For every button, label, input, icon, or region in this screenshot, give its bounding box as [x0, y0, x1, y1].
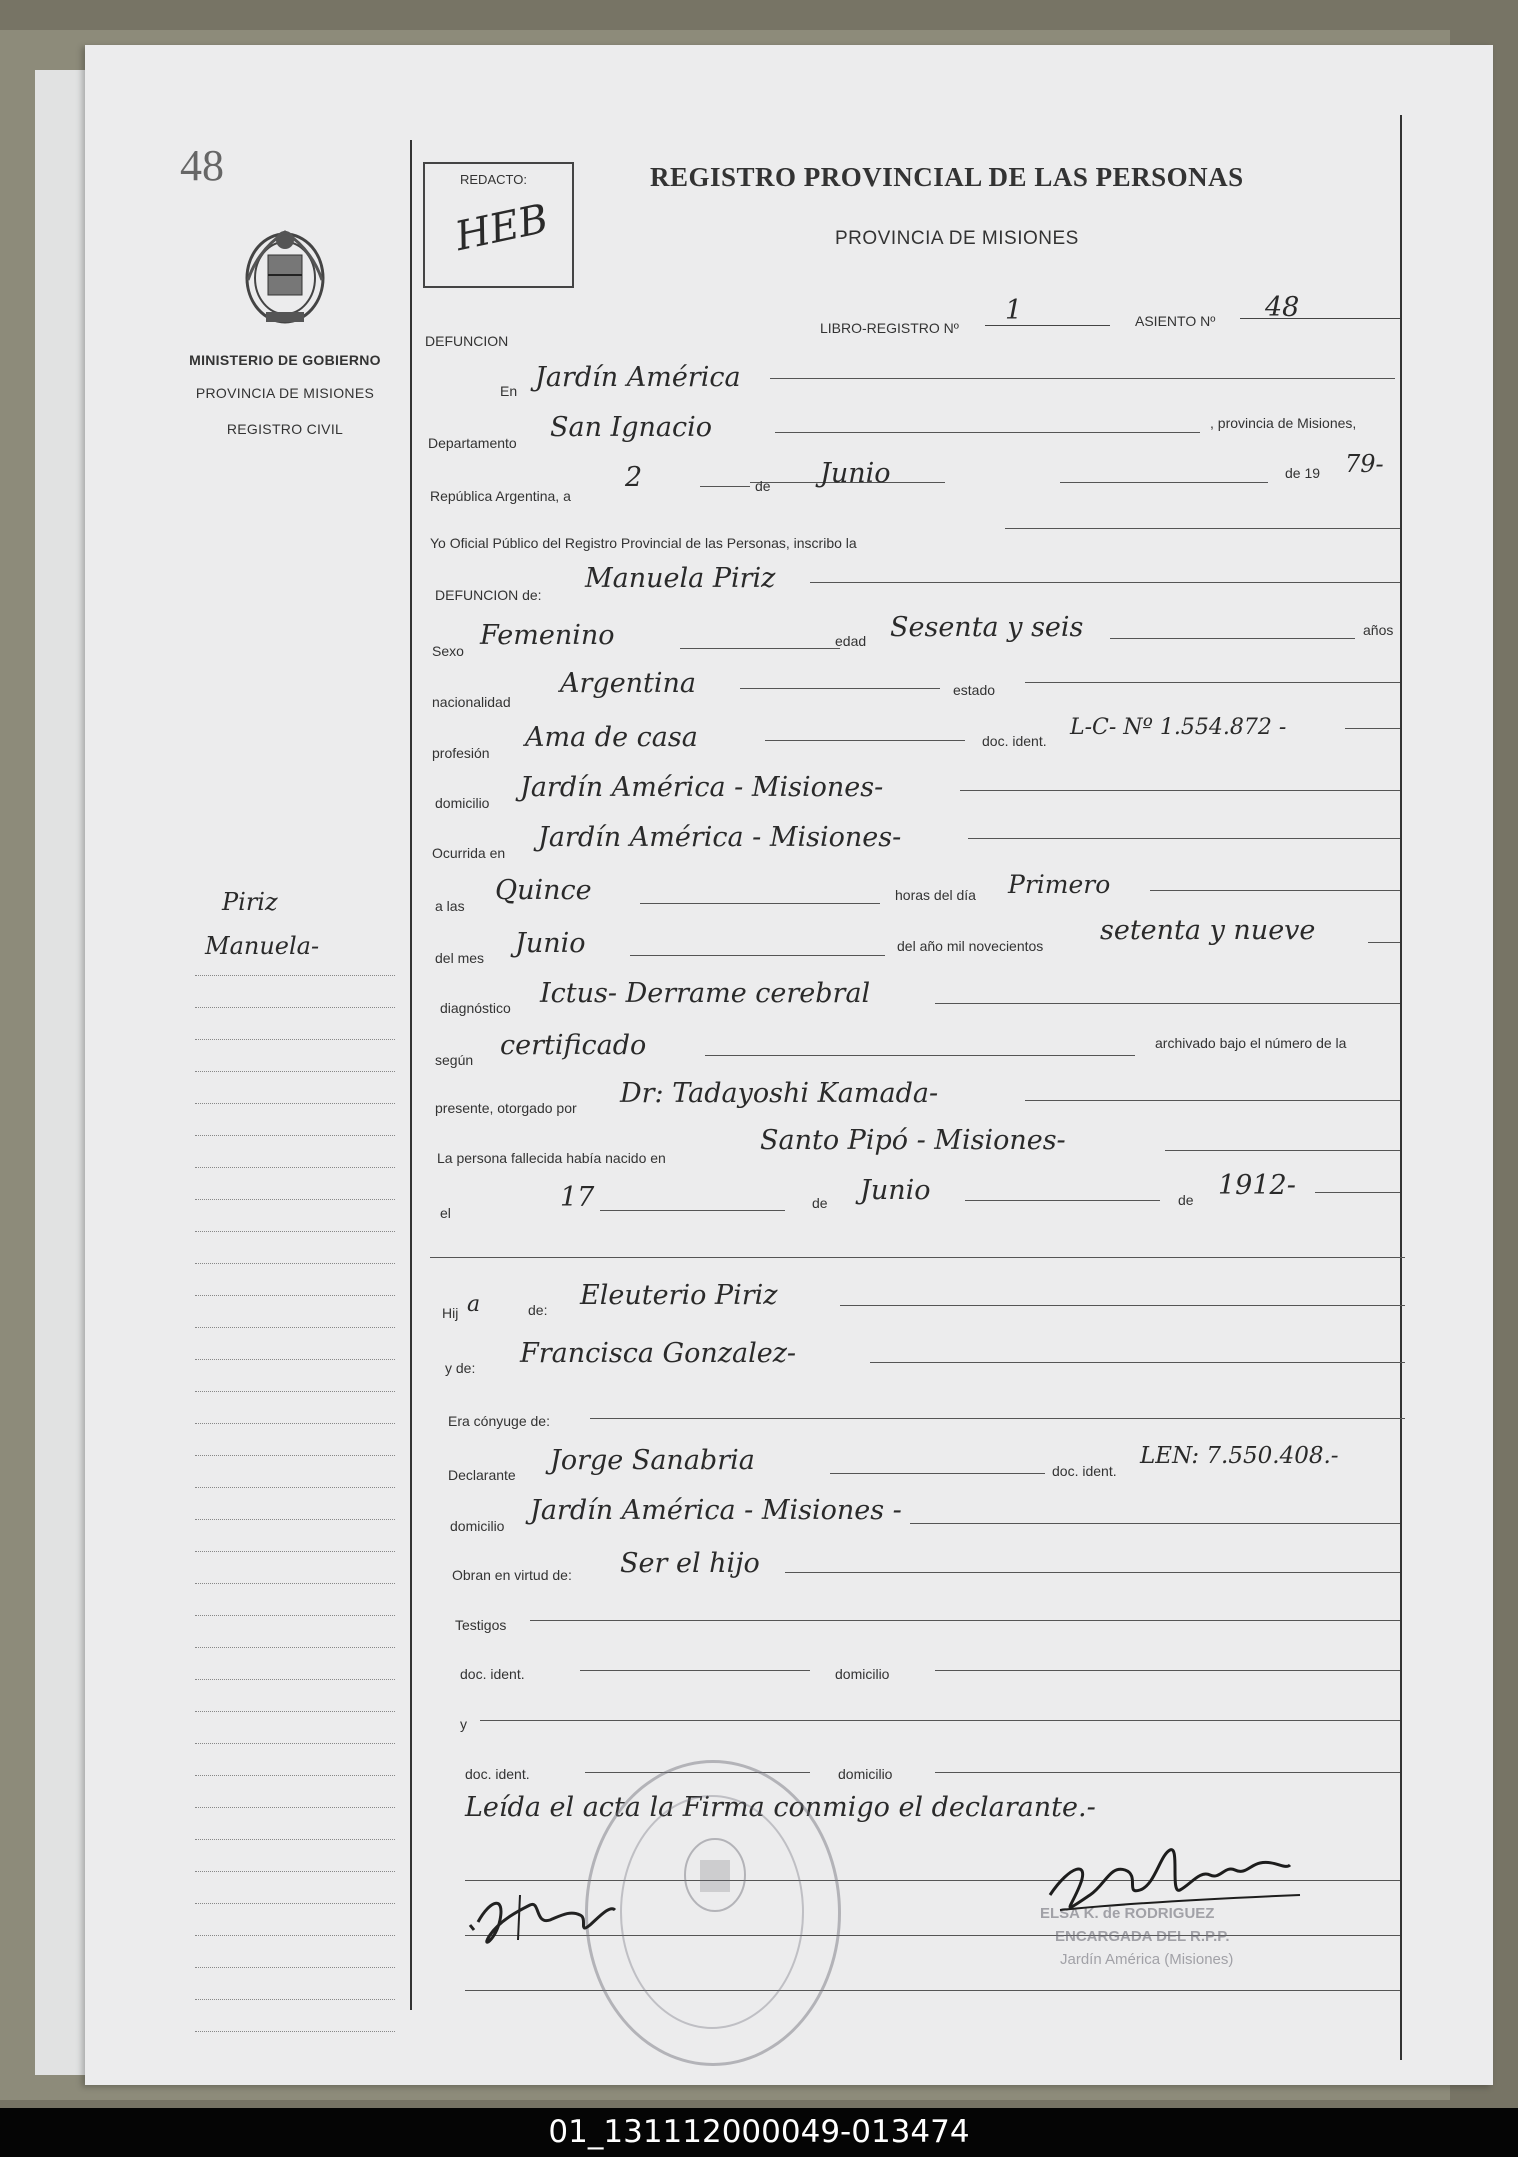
decl-domicilio-label: domicilio [450, 1518, 505, 1534]
margin-dotted-line [195, 1519, 395, 1520]
form-underline [1165, 1150, 1400, 1151]
en-value: Jardín América [535, 362, 741, 393]
margin-dotted-line [195, 1615, 395, 1616]
departamento-value: San Ignacio [550, 412, 713, 443]
testigo2-doc-label: doc. ident. [465, 1766, 530, 1782]
segun-value: certificado [500, 1030, 647, 1061]
margin-dotted-line [195, 1199, 395, 1200]
margin-note-surname: Piriz [222, 888, 278, 916]
decl-domicilio-value: Jardín América - Misiones - [530, 1495, 902, 1526]
margin-dotted-line [195, 1711, 395, 1712]
form-underline [935, 1772, 1400, 1773]
footer-image-id: 01_131112000049-013474 [0, 2108, 1518, 2157]
form-underline [935, 1670, 1400, 1671]
el-label: el [440, 1205, 451, 1221]
form-underline [590, 1418, 1405, 1419]
registry-label: REGISTRO CIVIL [226, 421, 344, 437]
birth-year-value: 1912- [1218, 1170, 1296, 1201]
decl-doc-value: LEN: 7.550.408.- [1140, 1443, 1339, 1469]
margin-dotted-line [195, 1487, 395, 1488]
doc-ident-label: doc. ident. [982, 733, 1047, 749]
ministry-label: MINISTERIO DE GOBIERNO [189, 352, 381, 368]
libro-line [985, 325, 1110, 326]
form-underline [960, 790, 1400, 791]
registry-subtitle: PROVINCIA DE MISIONES [835, 228, 1079, 249]
form-underline [600, 1210, 785, 1211]
decl-doc-label: doc. ident. [1052, 1463, 1117, 1479]
form-underline [530, 1620, 1400, 1621]
doc-ident-value: L-C- Nº 1.554.872 - [1070, 715, 1287, 740]
form-underline [580, 1670, 810, 1671]
form-underline [810, 582, 1400, 583]
margin-dotted-line [195, 1455, 395, 1456]
registry-title: REGISTRO PROVINCIAL DE LAS PERSONAS [650, 162, 1244, 192]
form-underline [1345, 728, 1400, 729]
margin-dotted-line [195, 1263, 395, 1264]
libro-label: LIBRO-REGISTRO Nº [820, 320, 959, 336]
sexo-label: Sexo [432, 643, 464, 659]
presente-label: presente, otorgado por [435, 1100, 577, 1116]
day-value: 2 [625, 462, 643, 493]
margin-dotted-line [195, 1167, 395, 1168]
anos-label: años [1363, 622, 1394, 638]
nacionalidad-value: Argentina [560, 668, 697, 699]
seal-emblem-icon [680, 1835, 750, 1915]
margin-dotted-line [195, 1231, 395, 1232]
form-underline [968, 838, 1400, 839]
left-frame-line [410, 140, 412, 2010]
stamp-line1: ELSA K. de RODRIGUEZ [1040, 1905, 1215, 1922]
defuncion-de-value: Manuela Piriz [585, 563, 776, 594]
form-underline [700, 486, 750, 487]
libro-value: 1 [1005, 295, 1023, 326]
margin-dotted-line [195, 1295, 395, 1296]
coat-of-arms-icon [238, 220, 333, 332]
margin-dotted-line [195, 2031, 395, 2032]
asiento-value: 48 [1265, 292, 1300, 323]
nacido-label: La persona fallecida había nacido en [437, 1150, 666, 1166]
form-underline [935, 1003, 1400, 1004]
conyuge-label: Era cónyuge de: [448, 1413, 550, 1429]
provincia-label: , provincia de Misiones, [1210, 415, 1357, 431]
province-label: PROVINCIA DE MISIONES [195, 385, 375, 401]
sexo-value: Femenino [480, 620, 615, 651]
asiento-label: ASIENTO Nº [1135, 313, 1216, 329]
margin-dotted-line [195, 1999, 395, 2000]
de2-label: de [812, 1195, 828, 1211]
ocurrida-value: Jardín América - Misiones- [538, 822, 902, 853]
domicilio-label: domicilio [435, 795, 490, 811]
departamento-label: Departamento [428, 435, 517, 451]
horas-value: Primero [1008, 870, 1111, 899]
redacto-label: REDACTO: [460, 172, 527, 187]
month-value: Junio [820, 458, 891, 489]
mother-value: Francisca Gonzalez- [520, 1338, 797, 1369]
margin-dotted-line [195, 1583, 395, 1584]
margin-dotted-line [195, 1551, 395, 1552]
document-page [85, 45, 1493, 2085]
del-mes-label: del mes [435, 950, 485, 966]
form-underline [910, 1523, 1400, 1524]
presente-value: Dr: Tadayoshi Kamada- [620, 1078, 939, 1109]
year-value: 79- [1345, 450, 1384, 478]
de1-label: de [755, 478, 771, 494]
margin-note-name: Manuela- [205, 932, 320, 960]
margin-dotted-line [195, 1103, 395, 1104]
archivado-label: archivado bajo el número de la [1155, 1035, 1347, 1051]
asiento-line [1240, 318, 1400, 319]
margin-dotted-line [195, 1743, 395, 1744]
nacido-value: Santo Pipó - Misiones- [760, 1125, 1066, 1156]
el-value: 17 [560, 1182, 595, 1213]
y-label: y [460, 1716, 467, 1732]
testigos-label: Testigos [455, 1617, 507, 1633]
diagnostico-label: diagnóstico [440, 1000, 511, 1016]
form-underline [1110, 638, 1355, 639]
del-mes-value: Junio [515, 928, 586, 959]
hij-suffix: a [467, 1292, 481, 1317]
testigo2-domicilio-label: domicilio [838, 1766, 893, 1782]
form-underline [480, 1720, 1400, 1721]
form-underline [785, 1572, 1400, 1573]
father-value: Eleuterio Piriz [580, 1280, 778, 1311]
form-underline [840, 1305, 1405, 1306]
form-underline [680, 648, 840, 649]
defuncion-de-label: DEFUNCION de: [435, 587, 542, 603]
declarante-label: Declarante [448, 1467, 516, 1483]
republica-label: República Argentina, a [430, 488, 571, 504]
declarante-value: Jorge Sanabria [550, 1445, 755, 1476]
margin-dotted-line [195, 1135, 395, 1136]
del-ano-value: setenta y nueve [1100, 915, 1316, 946]
margin-dotted-line [195, 1007, 395, 1008]
redacto-value: HEB [451, 195, 553, 261]
declarant-signature [460, 1880, 630, 1960]
form-underline [1005, 528, 1400, 529]
margin-dotted-line [195, 1071, 395, 1072]
form-underline [830, 1473, 1045, 1474]
margin-dotted-line [195, 1775, 395, 1776]
form-underline [640, 903, 880, 904]
domicilio-value: Jardín América - Misiones- [520, 772, 884, 803]
obran-value: Ser el hijo [620, 1548, 760, 1579]
form-underline [1025, 682, 1400, 683]
page-number: 48 [180, 141, 224, 190]
margin-dotted-line [195, 1391, 395, 1392]
testigo-domicilio-label: domicilio [835, 1666, 890, 1682]
form-underline [740, 688, 940, 689]
edad-value: Sesenta y seis [890, 612, 1084, 643]
defuncion-header-label: DEFUNCION [425, 333, 509, 349]
margin-dotted-line [195, 1359, 395, 1360]
margin-dotted-line [195, 1039, 395, 1040]
hij-de-label: de: [528, 1302, 548, 1318]
closing-statement: Leída el acta la Firma conmigo el declarante.- [465, 1792, 1096, 1823]
form-underline [1368, 942, 1400, 943]
a-las-label: a las [435, 898, 465, 914]
form-underline [430, 1257, 1405, 1258]
margin-dotted-line [195, 975, 395, 976]
de3-label: de [1178, 1192, 1194, 1208]
segun-label: según [435, 1052, 474, 1068]
testigo-doc-label: doc. ident. [460, 1666, 525, 1682]
diagnostico-value: Ictus- Derrame cerebral [540, 978, 871, 1009]
form-underline [765, 740, 965, 741]
nacionalidad-label: nacionalidad [432, 694, 511, 710]
margin-dotted-line [195, 1647, 395, 1648]
obran-label: Obran en virtud de: [452, 1567, 572, 1583]
en-label: En [500, 383, 518, 399]
form-underline [1060, 482, 1268, 483]
hij-label: Hij [442, 1305, 459, 1321]
margin-dotted-line [195, 1967, 395, 1968]
form-underline [705, 1055, 1135, 1056]
form-underline [965, 1200, 1160, 1201]
margin-dotted-line [195, 1871, 395, 1872]
stamp-line2: ENCARGADA DEL R.P.P. [1055, 1928, 1230, 1945]
oficial-text: Yo Oficial Público del Registro Provincial de las Personas, inscribo la [430, 535, 857, 551]
margin-dotted-line [195, 1327, 395, 1328]
de19-label: de 19 [1285, 465, 1321, 481]
form-underline [1315, 1192, 1400, 1193]
profesion-value: Ama de casa [525, 722, 698, 753]
profesion-label: profesión [432, 745, 490, 761]
birth-month-value: Junio [860, 1175, 931, 1206]
official-signature [1030, 1835, 1310, 1945]
edad-label: edad [835, 633, 867, 649]
form-underline [1025, 1100, 1400, 1101]
del-ano-label: del año mil novecientos [897, 938, 1044, 954]
margin-dotted-line [195, 1839, 395, 1840]
stamp-line3: Jardín América (Misiones) [1060, 1951, 1234, 1968]
margin-dotted-line [195, 1903, 395, 1904]
y-de-label: y de: [445, 1360, 476, 1376]
margin-dotted-line [195, 1423, 395, 1424]
margin-dotted-line [195, 1807, 395, 1808]
form-underline [630, 955, 885, 956]
form-underline [870, 1362, 1405, 1363]
a-las-value: Quince [495, 875, 592, 906]
form-underline [770, 378, 1395, 379]
form-underline [1150, 890, 1400, 891]
right-frame-line [1400, 115, 1402, 2060]
margin-dotted-line [195, 1935, 395, 1936]
margin-dotted-line [195, 1679, 395, 1680]
form-underline [775, 432, 1200, 433]
ocurrida-label: Ocurrida en [432, 845, 506, 861]
horas-label: horas del día [895, 887, 976, 903]
estado-label: estado [953, 682, 996, 698]
